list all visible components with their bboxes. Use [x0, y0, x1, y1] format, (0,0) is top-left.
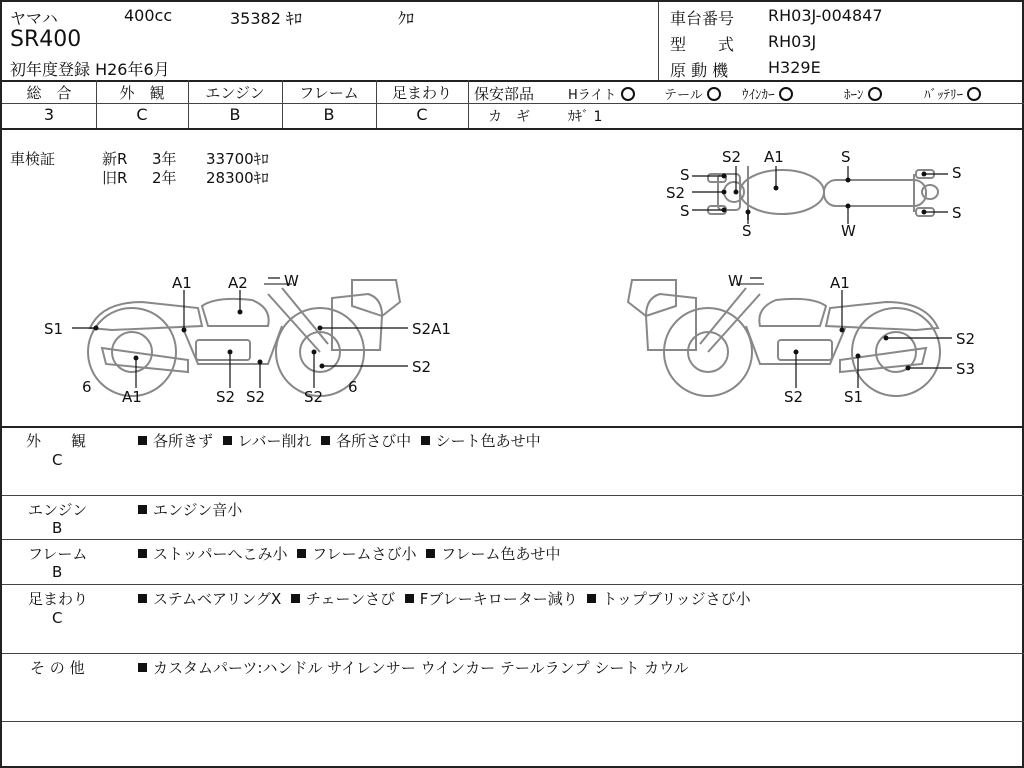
note-items-frame: ストッパーへこみ小 フレームさび小 フレーム色あせ中	[138, 543, 560, 564]
mark-label: S2	[412, 358, 432, 376]
mark-label: A1	[122, 388, 142, 406]
mark-label: S2	[246, 388, 266, 406]
grade-header-engine: エンジン	[205, 84, 265, 102]
model-name: SR400	[10, 27, 82, 52]
mark-label: A1	[764, 148, 784, 166]
mark-label: S2	[216, 388, 236, 406]
first-registration: 初年度登録 H26年6月	[10, 60, 170, 79]
mark-label: S	[952, 164, 962, 182]
mark-label: W	[284, 272, 299, 290]
mark-label: S	[841, 148, 851, 166]
frame-number-label: 車台番号	[670, 9, 735, 28]
note-items-other: カスタムパーツ:ハンドル サイレンサー ウインカー テールランプ シート カウル	[138, 657, 689, 678]
ok-circle-icon	[779, 87, 793, 101]
note-label-frame: フレーム	[28, 545, 88, 563]
mark-label: S1	[44, 320, 64, 338]
mark-label: S2A1	[412, 320, 451, 338]
note-grade-frame: B	[52, 563, 63, 581]
mark-label: S	[952, 204, 962, 222]
old-r-km: 28300ｷﾛ	[206, 169, 269, 187]
grade-suspension: C	[416, 105, 428, 124]
note-grade-exterior: C	[52, 451, 63, 469]
new-r-km: 33700ｷﾛ	[206, 150, 269, 168]
left-view-bike	[44, 272, 451, 406]
displacement: 400cc	[124, 6, 173, 25]
note-items-exterior: 各所きず レバー削れ 各所さび中 シート色あせ中	[138, 430, 541, 451]
headlight-item: Hライト	[568, 84, 635, 103]
mark-label: A1	[172, 274, 192, 292]
mark-label: S2	[666, 184, 686, 202]
type-value: RH03J	[768, 32, 817, 51]
horn-item: ﾎｰﾝ	[844, 84, 882, 103]
maker: ヤマハ	[10, 9, 58, 28]
mark-label: S	[680, 202, 690, 220]
grade-header-suspension: 足まわり	[391, 84, 452, 102]
type-label: 型 式	[670, 35, 735, 54]
winker-item: ｳｲﾝｶｰ	[742, 84, 793, 103]
note-grade-engine: B	[52, 519, 63, 537]
note-items-engine: エンジン音小	[138, 499, 242, 520]
damage-diagram	[2, 130, 1022, 426]
ok-circle-icon	[707, 87, 721, 101]
old-r-years: 2年	[152, 169, 177, 187]
mark-label: A2	[228, 274, 248, 292]
mark-label: S	[680, 166, 690, 184]
mark-label: 6	[82, 378, 92, 396]
grade-overall: 3	[43, 105, 55, 124]
ok-circle-icon	[868, 87, 882, 101]
engine-model-label: 原 動 機	[670, 61, 729, 80]
mark-label: S3	[956, 360, 976, 378]
frame-number: RH03J-004847	[768, 6, 883, 25]
note-items-suspension: ステムベアリングX チェーンさび Fブレーキローター減り トップブリッジさび小	[138, 588, 751, 609]
mark-label: S1	[844, 388, 864, 406]
right-view-bike	[628, 272, 975, 406]
key-label: カ ギ	[488, 109, 530, 125]
new-r-years: 3年	[152, 150, 177, 168]
mark-label: S2	[784, 388, 804, 406]
note-label-engine: エンジン	[28, 501, 88, 519]
grade-exterior: C	[136, 105, 148, 124]
grade-header-frame: フレーム	[299, 84, 359, 102]
mileage: 35382 ｷﾛ	[230, 9, 302, 28]
safety-parts-label: 保安部品	[474, 85, 535, 103]
mark-label: S2	[956, 330, 976, 348]
mark-label: S2	[722, 148, 742, 166]
mark-label: S	[742, 222, 752, 240]
old-r-label: 旧R	[102, 169, 128, 187]
new-r-label: 新R	[102, 150, 128, 168]
ok-circle-icon	[967, 87, 981, 101]
tail-item: テール	[664, 84, 721, 103]
mark-label: W	[841, 222, 856, 240]
grade-header-exterior: 外 観	[119, 84, 165, 102]
key-value: ｶｷﾞ 1	[568, 109, 603, 125]
engine-model: H329E	[768, 58, 821, 77]
mark-label: S2	[304, 388, 324, 406]
top-view-bike	[666, 148, 962, 240]
note-label-suspension: 足まわり	[28, 590, 89, 608]
note-label-exterior: 外 観	[26, 432, 87, 450]
note-grade-suspension: C	[52, 609, 63, 627]
inspection-label: 車検証	[10, 150, 56, 168]
mark-label: A1	[830, 274, 850, 292]
ok-circle-icon	[621, 87, 635, 101]
grade-engine: B	[229, 105, 241, 124]
color: ｸﾛ	[398, 9, 415, 28]
mark-label: 6	[348, 378, 358, 396]
grade-header-overall: 総 合	[26, 84, 72, 102]
mark-label: W	[728, 272, 743, 290]
note-label-other: そ の 他	[30, 659, 85, 677]
grade-frame: B	[323, 105, 335, 124]
battery-item: ﾊﾞｯﾃﾘｰ	[924, 84, 981, 103]
